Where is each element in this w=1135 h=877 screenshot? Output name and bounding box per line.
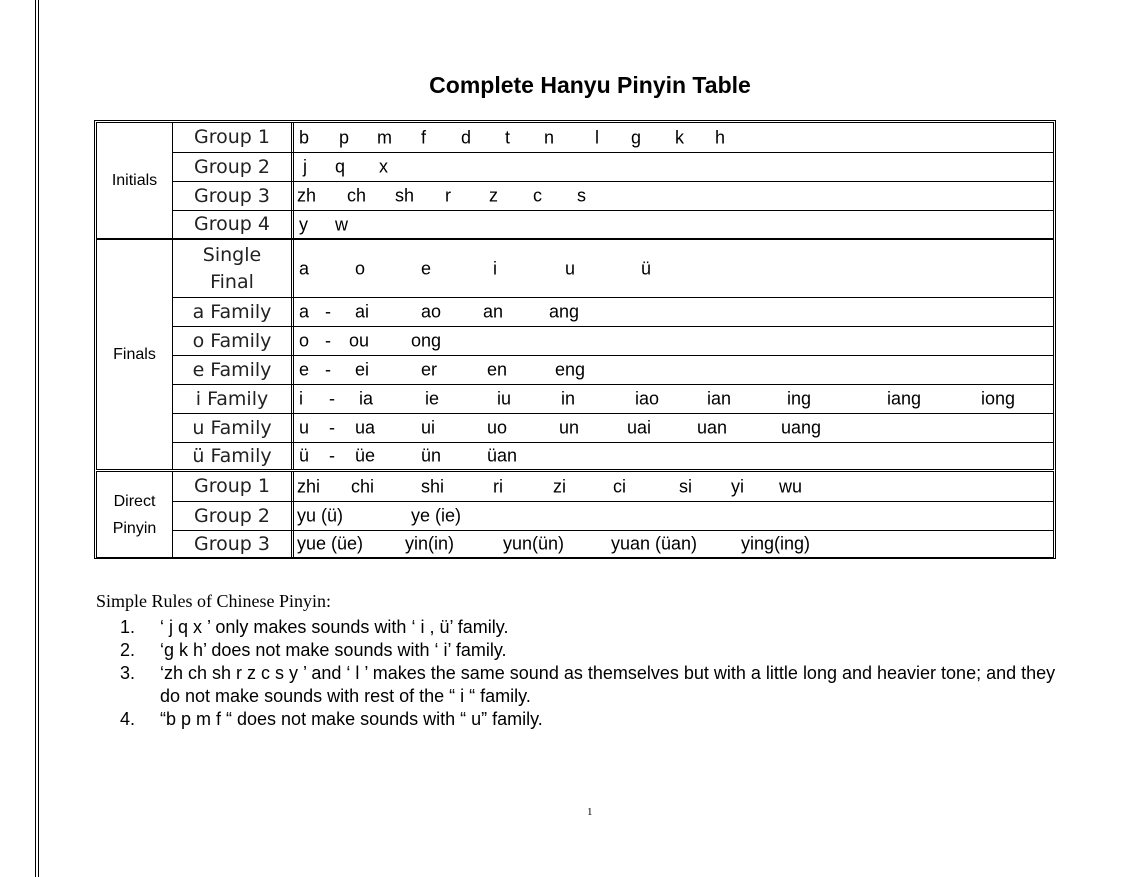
pinyin-cell: ai [355, 301, 370, 322]
pinyin-cell: t [505, 127, 511, 147]
pinyin-cell: q [335, 156, 346, 177]
rule-item [120, 639, 1060, 662]
row-label: o Family [173, 327, 294, 355]
page-title: Complete Hanyu Pinyin Table [429, 72, 751, 98]
pinyin-cell: yun(ün) [503, 533, 565, 554]
table-row [173, 355, 1053, 384]
rule-number: 4. [120, 709, 136, 729]
row-label: Single Final [173, 240, 294, 297]
row-label: Group 3 [173, 182, 294, 210]
pinyin-cell: yin(in) [405, 533, 455, 554]
pinyin-cell: uai [627, 417, 652, 438]
pinyin-cell: ri [493, 476, 503, 496]
pinyin-cell: p [339, 127, 350, 147]
pinyin-cell: eng [555, 359, 586, 380]
rules-heading: Simple Rules of Chinese Pinyin: [96, 591, 332, 611]
pinyin-cell: h [715, 127, 726, 147]
pinyin-cell: yuan (üan) [611, 533, 698, 554]
pinyin-cell: wu [779, 476, 803, 496]
page-number: 1 [587, 806, 593, 818]
section-label-initials: Initials [97, 123, 173, 238]
table-row [173, 297, 1053, 326]
pinyin-cell: iu [497, 388, 512, 409]
pinyin-cell: ü [641, 258, 652, 278]
pinyin-cell: ian [707, 388, 732, 409]
pinyin-cell: ia [359, 388, 374, 409]
direct-pinyin-label-text: Direct Pinyin [112, 492, 157, 537]
pinyin-cell: yue (üe) [297, 533, 364, 554]
pinyin-cell: si [679, 476, 692, 496]
pinyin-cell: an [483, 301, 504, 322]
section-label-direct-pinyin [97, 472, 173, 557]
row-label: Group 1 [173, 123, 294, 152]
pinyin-cell: f [421, 127, 427, 147]
table-row [173, 181, 1053, 210]
pinyin-cell: uan [697, 417, 728, 438]
pinyin-cell: k [675, 127, 684, 147]
pinyin-cell: iong [981, 388, 1016, 409]
pinyin-cell: shi [421, 476, 445, 496]
pinyin-cell: zhi [297, 476, 321, 496]
pinyin-cell: ying(ing) [741, 533, 811, 554]
rule-number: 2. [120, 640, 136, 660]
table-row [173, 530, 1053, 557]
pinyin-cell: ing [787, 388, 812, 409]
pinyin-table [94, 120, 1056, 559]
page-margin-line-left-inner [38, 0, 39, 877]
pinyin-cell: er [421, 359, 438, 380]
table-row [173, 472, 1053, 501]
pinyin-cell: a [299, 301, 310, 322]
row-label: Group 4 [173, 211, 294, 238]
row-label: ü Family [173, 443, 294, 469]
rule-item [120, 616, 1060, 639]
pinyin-cell: sh [395, 185, 415, 206]
pinyin-cell: ua [355, 417, 376, 438]
pinyin-cell: in [561, 388, 576, 409]
pinyin-cell: - [329, 388, 335, 409]
pinyin-cell: ui [421, 417, 436, 438]
pinyin-cell: x [379, 156, 388, 177]
direct-pinyin-section [96, 471, 1054, 558]
pinyin-cell: zi [553, 476, 566, 496]
pinyin-cell: chi [351, 476, 375, 496]
pinyin-cell: u [565, 258, 576, 278]
table-row [173, 240, 1053, 297]
page-margin-line-left [35, 0, 36, 877]
finals-section [96, 239, 1054, 470]
pinyin-cell: yu (ü) [297, 505, 344, 526]
pinyin-cell: e [421, 258, 432, 278]
rule-item [120, 662, 1060, 708]
pinyin-cell: ao [421, 301, 442, 322]
rule-text: ‘ j q x ’ only makes sounds with ‘ i , ü’ family. [160, 617, 509, 637]
row-label: Group 1 [173, 472, 294, 501]
pinyin-cell: - [325, 301, 331, 322]
pinyin-cell: iang [887, 388, 922, 409]
pinyin-cell: ei [355, 359, 370, 380]
table-row [173, 152, 1053, 181]
pinyin-cell: - [329, 445, 335, 466]
table-row [173, 384, 1053, 413]
pinyin-cell: üe [355, 445, 376, 466]
pinyin-cell: c [533, 185, 542, 206]
pinyin-cell: - [329, 417, 335, 438]
pinyin-cell: r [445, 185, 451, 206]
pinyin-cell: g [631, 127, 642, 147]
pinyin-cell: o [299, 330, 310, 351]
pinyin-cell: l [595, 127, 599, 147]
pinyin-cell: un [559, 417, 580, 438]
pinyin-cell: üan [487, 445, 518, 466]
pinyin-cell: en [487, 359, 508, 380]
pinyin-cell: ci [613, 476, 626, 496]
row-label: Group 2 [173, 502, 294, 530]
row-label: e Family [173, 356, 294, 384]
pinyin-cell: - [325, 330, 331, 351]
pinyin-cell: ün [421, 445, 442, 466]
row-label: a Family [173, 298, 294, 326]
rule-text: ‘g k h’ does not make sounds with ‘ i’ family. [160, 640, 507, 660]
rule-number: 1. [120, 617, 136, 637]
row-label: i Family [173, 385, 294, 413]
pinyin-cell: uang [781, 417, 822, 438]
pinyin-cell: ch [347, 185, 367, 206]
pinyin-cell: ang [549, 301, 580, 322]
pinyin-cell: e [299, 359, 310, 380]
row-label: Group 2 [173, 153, 294, 181]
row-label: u Family [173, 414, 294, 442]
row-label: Group 3 [173, 531, 294, 557]
rules-list [120, 616, 1060, 731]
pinyin-cell: o [355, 258, 366, 278]
pinyin-cell: i [299, 388, 303, 409]
pinyin-cell: u [299, 417, 310, 438]
pinyin-cell: i [493, 258, 497, 278]
pinyin-cell: ie [425, 388, 440, 409]
table-row [173, 123, 1053, 152]
rule-text: “b p m f “ does not make sounds with “ u” family. [160, 709, 543, 729]
table-row [173, 210, 1053, 238]
pinyin-cell: b [299, 127, 310, 147]
table-row [173, 326, 1053, 355]
pinyin-cell: - [325, 359, 331, 380]
pinyin-cell: ong [411, 330, 442, 351]
pinyin-cell: d [461, 127, 472, 147]
rule-item [120, 708, 1060, 731]
table-row [173, 501, 1053, 530]
table-row [173, 442, 1053, 469]
pinyin-cell: uo [487, 417, 508, 438]
pinyin-cell: z [489, 185, 498, 206]
rule-text: ‘zh ch sh r z c s y ’ and ‘ l ’ makes the same sound as themselves but with a little long and heavier tone; and they do not make sounds with rest of the “ i “ family. [160, 663, 1056, 706]
pinyin-cell: n [544, 127, 555, 147]
pinyin-cell: w [335, 214, 348, 234]
pinyin-cell: y [299, 214, 308, 234]
pinyin-cell: j [303, 156, 307, 177]
initials-section [96, 122, 1054, 239]
rule-number: 3. [120, 663, 136, 683]
table-row [173, 413, 1053, 442]
pinyin-cell: ye (ie) [411, 505, 462, 526]
pinyin-cell: ou [349, 330, 370, 351]
pinyin-cell: ü [299, 445, 310, 466]
pinyin-cell: zh [297, 185, 317, 206]
pinyin-cell: a [299, 258, 310, 278]
pinyin-cell: iao [635, 388, 660, 409]
pinyin-cell: yi [731, 476, 744, 496]
pinyin-cell: s [577, 185, 586, 206]
pinyin-cell: m [377, 127, 392, 147]
section-label-finals: Finals [97, 240, 173, 469]
